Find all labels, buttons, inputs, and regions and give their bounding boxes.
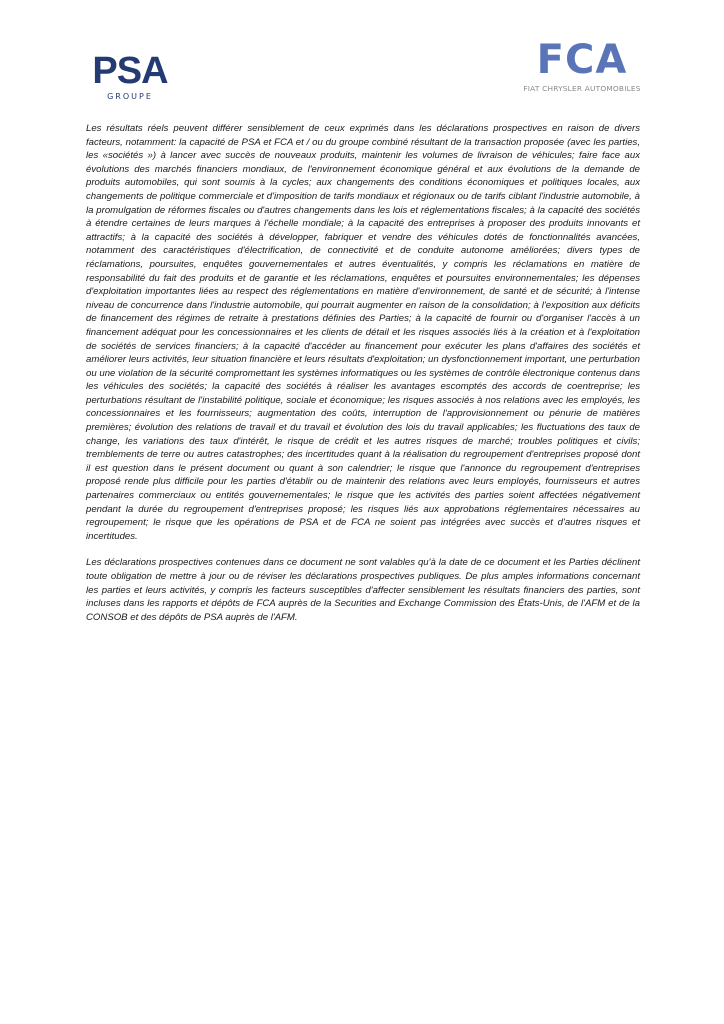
fca-subtitle: FIAT CHRYSLER AUTOMOBILES: [523, 84, 641, 93]
fca-wordmark: [528, 40, 636, 78]
psa-groupe-logo: [86, 52, 174, 108]
fca-logo: [510, 40, 654, 96]
disclaimer-body: [86, 122, 640, 624]
fca-brand-text: FCA: [536, 40, 628, 78]
disclaimer-paragraph-risk-factors: Les résultats réels peuvent différer sensiblement de ceux exprimés dans les déclarations prospectives en raison de divers facteurs, notamment: la capacité de PSA et FCA et / ou du groupe combiné résultant de la transaction proposée (avec les parties, les «sociétés ») à lancer avec succès de nouveaux produits, maintenir les volumes de livraison de véhicules; faire face aux évolutions des marchés financiers mondiaux, de l'environnement économique général et aux évolutions de la demande de produits automobiles, qui sont soumis à la cycles; aux changements des conditions économiques et politiques locales, aux changements de politique commerciale et d'imposition de tarifs mondiaux et régionaux ou de tarifs ciblant l'industrie automobile, à la promulgation de réformes fiscales ou d'autres changements dans les lois et réglementations fiscales; à la capacité des sociétés à étendre certaines de leurs marques à l'échelle mondiale; à la capacité des entreprises à proposer des produits innovants et attractifs; à la capacité des sociétés à développer, fabriquer et vendre des véhicules dotés de fonctionnalités avancées, notamment des caractéristiques d'électrification, de connectivité et de conduite autonome améliorées; divers types de réclamations, poursuites, enquêtes gouvernementales et autres éventualités, y compris les réclamations en matière de responsabilité du fait des produits et de garantie et les réclamations, enquêtes et poursuites environnementales; les dépenses d'exploitation importantes liées au respect des réglementations en matière d'environnement, de santé et de sécurité; à l'intense niveau de concurrence dans l'industrie automobile, qui pourrait augmenter en raison de la consolidation; à l'exposition aux déficits de financement des régimes de retraite à prestations définies des Parties; à la capacité de fournir ou d'organiser l'accès à un financement adéquat pour les concessionnaires et les clients de détail et les risques associés liés à la création et à l'exploitation de sociétés de services financiers; à la capacité d'accéder au financement pour exécuter les plans d'affaires des sociétés et améliorer leurs activités, leur situation financière et leurs résultats d'exploitation; un dysfonctionnement important, une perturbation ou une violation de la sécurité compromettant les systèmes informatiques ou les systèmes de contrôle électronique contenus dans les véhicules des sociétés; la capacité des sociétés à réaliser les avantages escomptés des accords de coentreprise; les perturbations résultant de l'instabilité politique, sociale et économique; les risques associés à nos relations avec les employés, les concessionnaires et les fournisseurs; augmentation des coûts, interruption de l'approvisionnement ou pénurie de matières premières; évolution des relations de travail et du travail et évolution des lois du travail applicables; les fluctuations des taux de change, les variations des taux d'intérêt, le risque de crédit et les autres risques de marché; troubles politiques et civils; tremblements de terre ou autres catastrophes; des incertitudes quant à la réalisation du regroupement d'entreprises proposé dont il est question dans le présent document ou quant à son calendrier; le risque que l'annonce du regroupement d'entreprises proposé rende plus difficile pour les parties d'établir ou de maintenir des relations avec leurs employés, fournisseurs et autres partenaires commerciaux ou entités gouvernementales; le risque que les activités des parties soient affectées négativement pendant la durée du regroupement d'entreprises proposé; les risques liés aux approbations réglementaires nécessaires au regroupement; le risque que les opérations de PSA et de FCA ne soient pas intégrées avec succès et d'autres risques et incertitudes.: [86, 123, 640, 542]
psa-subtitle: GROUPE: [107, 92, 153, 101]
disclaimer-paragraph-forward-looking: Les déclarations prospectives contenues dans ce document ne sont valables qu'à la date de ce document et les Parties déclinent toute obligation de mettre à jour ou de réviser les déclarations prospectives publiques. De plus amples informations concernant les parties et leurs activités, y compris les facteurs susceptibles d'affecter sensiblement les résultats financiers des parties, sont incluses dans les rapports et dépôts de FCA auprès de la Securities and Exchange Commission des États-Unis, de l'AFM et de la CONSOB et des dépôts de PSA auprès de l'AFM.: [86, 557, 640, 623]
psa-wordmark: [86, 52, 174, 88]
psa-brand-text: PSA: [92, 52, 168, 88]
